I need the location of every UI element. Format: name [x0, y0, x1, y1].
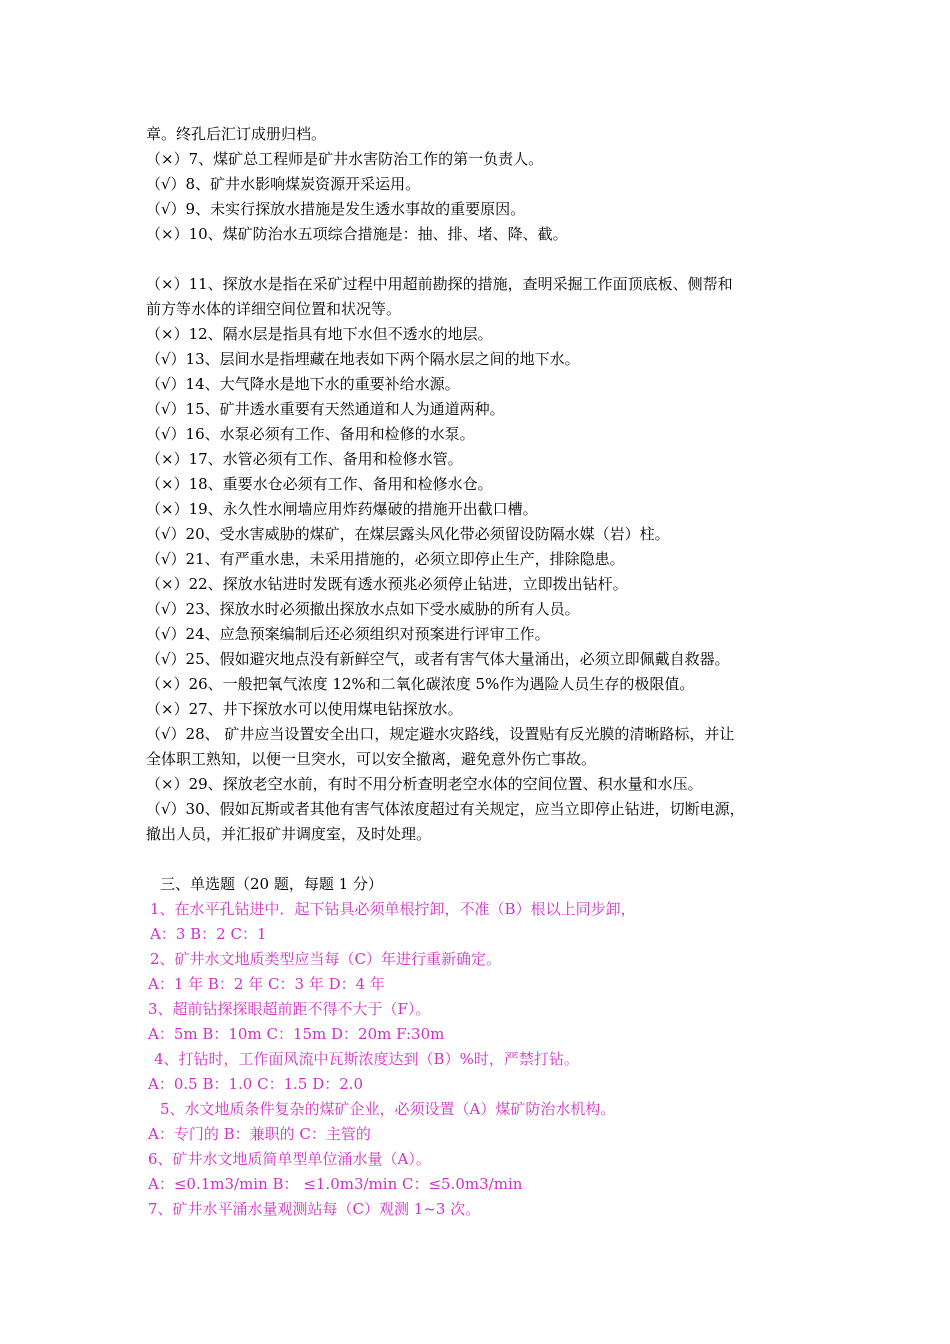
tf-item-11: （×）11、探放水是指在采矿过程中用超前勘探的措施，查明采掘工作面顶底板、侧帮和: [146, 275, 733, 293]
tf-item-12: （×）12、隔水层是指具有地下水但不透水的地层。: [146, 325, 493, 343]
mc-options-4: A：0.5 B：1.0 C：1.5 D：2.0: [148, 1075, 364, 1093]
mc-question-5: 5、水文地质条件复杂的煤矿企业，必须设置（A）煤矿防治水机构。: [160, 1100, 616, 1118]
tf-item-21: （√）21、有严重水患，未采用措施的，必须立即停止生产，排除隐患。: [146, 550, 625, 568]
tf-item-26: （×）26、一般把氧气浓度 12%和二氧化碳浓度 5%作为遇险人员生存的极限值。: [146, 675, 695, 693]
tf-item-19: （×）19、永久性水闸墙应用炸药爆破的措施开出截口槽。: [146, 500, 538, 518]
blank-line: [146, 847, 826, 872]
tf-item-7: （×）7、煤矿总工程师是矿井水害防治工作的第一负责人。: [146, 150, 544, 168]
tf-item-30: （√）30、假如瓦斯或者其他有害气体浓度超过有关规定，应当立即停止钻进，切断电源，: [146, 800, 745, 818]
mc-question-6: 6、矿井水文地质简单型单位涌水量（A）。: [148, 1150, 431, 1168]
tf-item-27: （×）27、井下探放水可以使用煤电钻探放水。: [146, 700, 463, 718]
tf-item-13: （√）13、层间水是指埋藏在地表如下两个隔水层之间的地下水。: [146, 350, 580, 368]
tf-item-9: （√）9、未实行探放水措施是发生透水事故的重要原因。: [146, 200, 526, 218]
tf-item-16: （√）16、水泵必须有工作、备用和检修的水泵。: [146, 425, 475, 443]
tf-line: 章。终孔后汇订成册归档。: [146, 125, 327, 143]
tf-item-22: （×）22、探放水钻进时发既有透水预兆必须停止钻进，立即拨出钻杆。: [146, 575, 628, 593]
tf-item-8: （√）8、矿井水影响煤炭资源开采运用。: [146, 175, 421, 193]
mc-options-5: A：专门的 B：兼职的 C：主管的: [148, 1125, 371, 1143]
mc-question-1: 1、在水平孔钻进中．起下钻具必须单根拧卸，不准（B）根以上同步卸，: [150, 900, 636, 918]
tf-item-18: （×）18、重要水仓必须有工作、备用和检修水仓。: [146, 475, 493, 493]
tf-item-11-cont: 前方等水体的详细空间位置和状况等。: [146, 300, 402, 318]
mc-options-1: A：3 B：2 C：1: [150, 925, 267, 943]
tf-item-28: （√）28、 矿井应当设置安全出口，规定避水灾路线，设置贴有反光膜的清晰路标，并让: [146, 725, 735, 743]
mc-options-6: A：≤0.1m3/min B： ≤1.0m3/min C：≤5.0m3/min: [148, 1175, 523, 1193]
mc-question-4: 4、打钻时，工作面风流中瓦斯浓度达到（B）%时，严禁打钻。: [154, 1050, 579, 1068]
mc-options-3: A：5m B：10m C：15m D：20m F:30m: [148, 1025, 445, 1043]
tf-item-14: （√）14、大气降水是地下水的重要补给水源。: [146, 375, 460, 393]
section-title: 三、单选题（20 题，每题 1 分）: [160, 875, 383, 893]
tf-item-20: （√）20、受水害威胁的煤矿，在煤层露头风化带必须留设防隔水媒（岩）柱。: [146, 525, 670, 543]
mc-options-2: A：1 年 B：2 年 C：3 年 D：4 年: [148, 975, 385, 993]
document-body: [146, 122, 826, 1222]
blank-line: [146, 247, 826, 272]
tf-item-24: （√）24、应急预案编制后还必须组织对预案进行评审工作。: [146, 625, 550, 643]
mc-question-7: 7、矿井水平涌水量观测站每（C）观测 1~3 次。: [148, 1200, 481, 1218]
tf-item-23: （√）23、探放水时必须撤出探放水点如下受水威胁的所有人员。: [146, 600, 580, 618]
tf-item-10: （×）10、煤矿防治水五项综合措施是：抽、排、堵、降、截。: [146, 225, 568, 243]
tf-item-15: （√）15、矿井透水重要有天然通道和人为通道两种。: [146, 400, 505, 418]
tf-item-25: （√）25、假如避灾地点没有新鲜空气，或者有害气体大量涌出，必须立即佩戴自救器。: [146, 650, 730, 668]
tf-item-30-cont: 撤出人员，并汇报矿井调度室，及时处理。: [146, 825, 432, 843]
tf-item-17: （×）17、水管必须有工作、备用和检修水管。: [146, 450, 463, 468]
tf-item-29: （×）29、探放老空水前，有时不用分析查明老空水体的空间位置、积水量和水压。: [146, 775, 703, 793]
mc-question-3: 3、超前钻探探眼超前距不得不大于（F）。: [148, 1000, 431, 1018]
mc-question-2: 2、矿井水文地质类型应当每（C）年进行重新确定。: [150, 950, 502, 968]
tf-item-28-cont: 全体职工熟知，以便一旦突水，可以安全撤离，避免意外伤亡事故。: [146, 750, 597, 768]
